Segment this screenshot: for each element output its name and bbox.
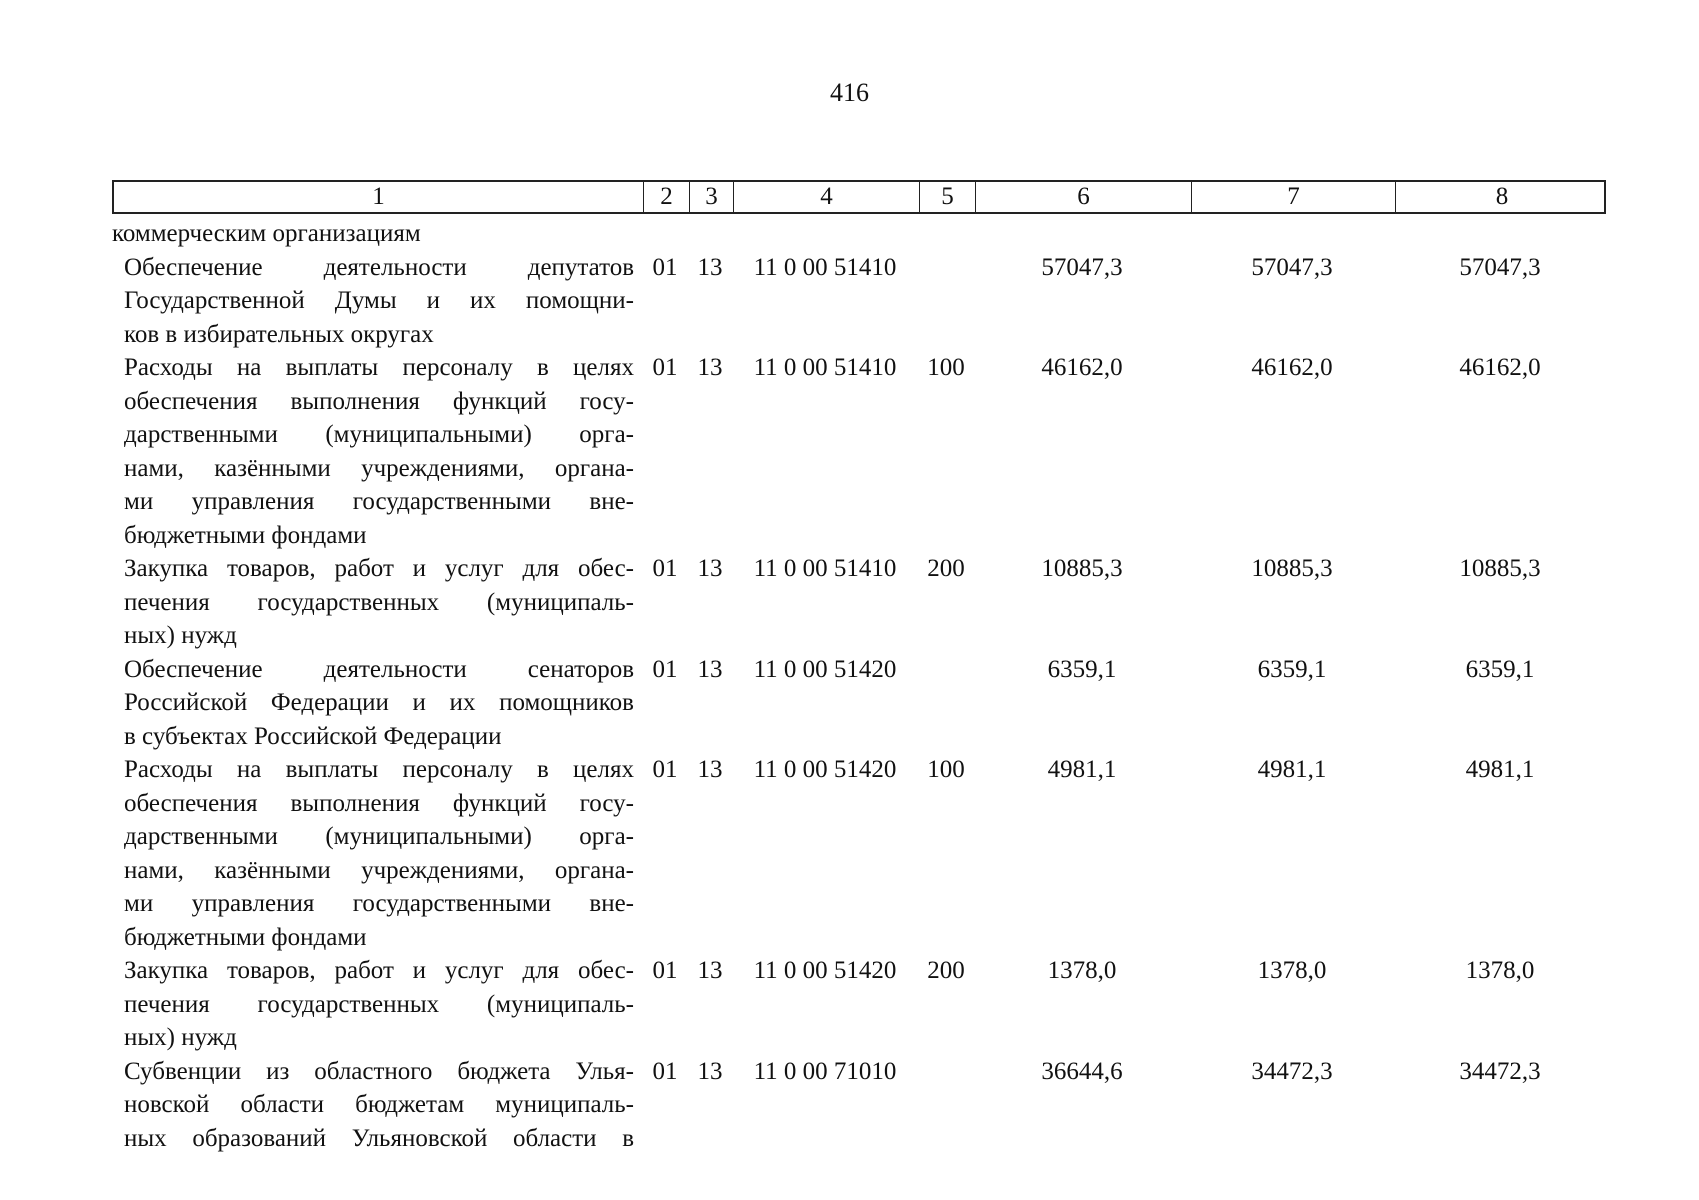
row-amount-8: 1378,0 [1465,957,1535,984]
row-description: Закупка товаров, работ и услуг для обес- печения государственных (муниципаль- ных) нужд [124,957,634,1051]
table-row [112,653,1606,754]
row-subsection: 13 [697,655,723,683]
row-expense-type: 100 [927,756,965,783]
row-target-code: 11 0 00 51420 [753,756,897,783]
row-target-code: 11 0 00 51420 [753,655,897,683]
continuation-text: коммерческим организациям [112,220,421,247]
row-subsection: 13 [697,253,723,281]
row-amount-8: 10885,3 [1459,555,1541,582]
row-target-code: 11 0 00 51410 [753,253,897,281]
header-col-2: 2 [644,182,690,212]
row-amount-7: 46162,0 [1251,354,1333,381]
row-section: 01 [652,655,678,683]
row-amount-7: 6359,1 [1257,655,1327,683]
row-amount-8: 34472,3 [1459,1057,1541,1085]
row-amount-7: 57047,3 [1251,253,1333,281]
header-col-7: 7 [1192,182,1396,212]
row-expense-type: 200 [927,957,965,984]
row-expense-type [918,653,974,754]
header-col-8: 8 [1495,183,1509,210]
row-section: 01 [652,957,678,984]
row-amount-8: 6359,1 [1465,655,1535,683]
row-expense-type: 200 [927,555,965,582]
row-section: 01 [652,555,678,582]
row-expense-type: 100 [927,354,965,381]
row-section: 01 [652,354,678,381]
row-subsection: 13 [697,957,723,984]
row-amount-6: 57047,3 [1041,253,1123,281]
row-expense-type [918,251,974,352]
row-description: Обеспечение деятельности сенаторов Российской Федерации и их помощников в субъектах Российской Федерации [124,655,634,750]
row-expense-type [918,1055,974,1156]
row-amount-6: 46162,0 [1041,354,1123,381]
table-body [112,217,1606,1155]
row-amount-6: 1378,0 [1047,957,1117,984]
row-subsection: 13 [697,1057,723,1085]
table-row [112,954,1606,1055]
row-section: 01 [652,253,678,281]
row-description: Расходы на выплаты персоналу в целях обеспечения выполнения функций госу- дарственными (муниципальными) орга- нами, казёнными учреждениями, органа- ми управления государственными вне- бюджетными фондами [124,756,634,951]
row-subsection: 13 [697,555,723,582]
row-subsection: 13 [697,354,723,381]
row-description: Расходы на выплаты персоналу в целях обеспечения выполнения функций госу- дарственными (муниципальными) орга- нами, казёнными учреждениями, органа- ми управления государственными вне- бюджетными фондами [124,354,634,549]
row-description: Обеспечение деятельности депутатов Государственной Думы и их помощни- ков в избирательных округах [124,253,634,348]
continuation-row [112,217,1606,251]
row-subsection: 13 [697,756,723,783]
row-section: 01 [652,1057,678,1085]
row-amount-8: 57047,3 [1459,253,1541,281]
header-col-5: 5 [920,182,976,212]
row-section: 01 [652,756,678,783]
row-description: Закупка товаров, работ и услуг для обес- печения государственных (муниципаль- ных) нужд [124,555,634,649]
row-target-code: 11 0 00 51410 [753,555,897,582]
row-target-code: 11 0 00 51410 [753,354,897,381]
page-number: 416 [830,78,869,107]
table-row [112,1055,1606,1156]
row-amount-6: 10885,3 [1041,555,1123,582]
row-amount-8: 4981,1 [1465,756,1535,783]
row-target-code: 11 0 00 51420 [753,957,897,984]
header-col-1: 1 [114,182,644,212]
row-amount-6: 36644,6 [1041,1057,1123,1085]
row-amount-7: 4981,1 [1257,756,1327,783]
row-amount-7: 34472,3 [1251,1057,1333,1085]
table-row [112,351,1606,552]
row-amount-7: 1378,0 [1257,957,1327,984]
row-target-code: 11 0 00 71010 [753,1057,897,1085]
row-amount-6: 4981,1 [1047,756,1117,783]
row-description: Субвенции из областного бюджета Улья- новской области бюджетам муниципаль- ных образований Ульяновской области в [124,1057,634,1152]
header-col-4: 4 [734,182,920,212]
row-amount-7: 10885,3 [1251,555,1333,582]
row-amount-6: 6359,1 [1047,655,1117,683]
table-row [112,753,1606,954]
table-header [112,180,1606,214]
header-col-6: 6 [976,182,1192,212]
header-col-3: 3 [690,182,734,212]
table-row [112,251,1606,352]
row-amount-8: 46162,0 [1459,354,1541,381]
table-row [112,552,1606,653]
